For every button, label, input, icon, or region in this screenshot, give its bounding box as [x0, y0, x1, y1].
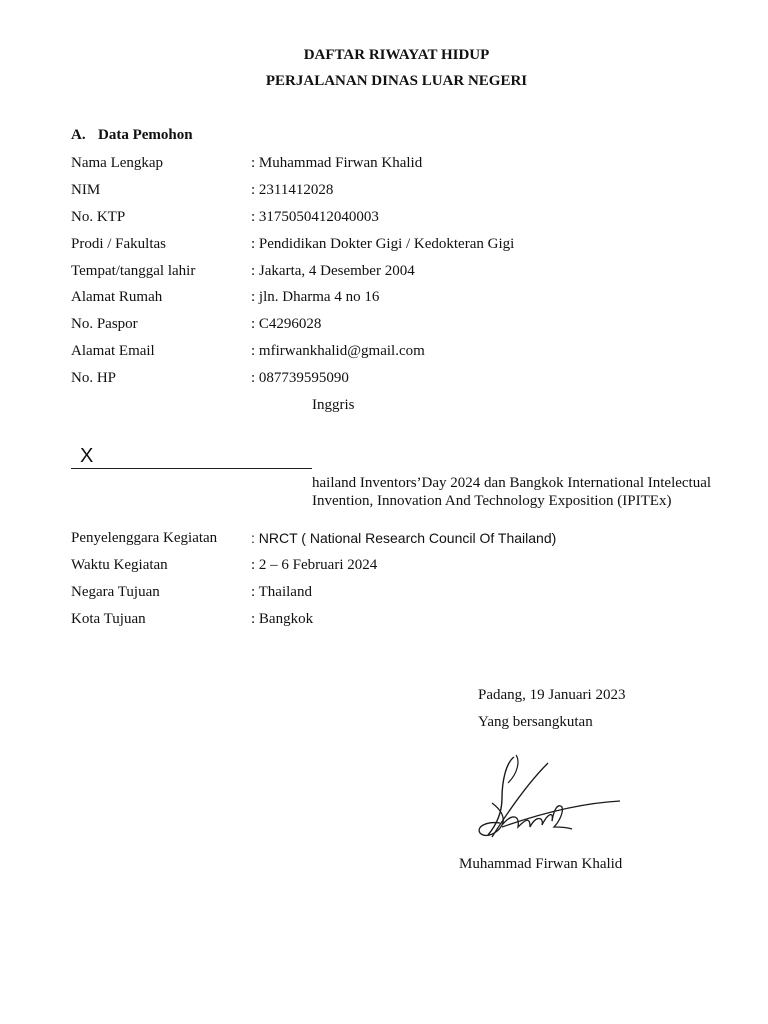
field-value: : NRCT ( National Research Council Of Thailand) [251, 530, 557, 546]
section-a-heading [71, 127, 193, 144]
overlay-underline [71, 468, 312, 469]
field-value: : 2 – 6 Februari 2024 [251, 557, 378, 573]
section-title: Data Pemohon [98, 127, 193, 143]
field-label: No. Paspor [71, 316, 138, 332]
field-value: : mfirwankhalid@gmail.com [251, 343, 425, 359]
field-value: : 2311412028 [251, 182, 334, 198]
field-label: Penyelenggara Kegiatan [71, 530, 218, 546]
field-value: : Thailand [251, 584, 312, 600]
field-value: : 087739595090 [251, 370, 349, 386]
field-value: : Bangkok [251, 611, 314, 627]
handwritten-signature [472, 743, 632, 843]
field-label: No. HP [71, 370, 117, 386]
field-label: Kota Tujuan [71, 611, 146, 627]
kegiatan-line-2: Invention, Innovation And Technology Exposition (IPITEx) [312, 493, 672, 509]
signature-name: Muhammad Firwan Khalid [459, 856, 623, 872]
field-label: Negara Tujuan [71, 584, 160, 600]
signature-place-date: Padang, 19 Januari 2023 [478, 687, 626, 703]
kegiatan-line-1: hailand Inventors’Day 2024 dan Bangkok International Intelectual [312, 475, 712, 491]
field-value: : C4296028 [251, 316, 322, 332]
field-label: Prodi / Fakultas [71, 236, 167, 252]
field-value: : Pendidikan Dokter Gigi / Kedokteran Gigi [251, 236, 515, 252]
section-number: A. [71, 127, 86, 143]
field-value: Inggris [312, 397, 355, 413]
field-value: : Muhammad Firwan Khalid [251, 155, 423, 171]
field-label: Alamat Rumah [71, 289, 163, 305]
overlay-panel [0, 412, 312, 512]
field-label: No. KTP [71, 209, 126, 225]
title-line-2: PERJALANAN DINAS LUAR NEGERI [265, 73, 528, 89]
field-label: Waktu Kegiatan [71, 557, 168, 573]
kegiatan-name [312, 474, 711, 510]
field-label: Alamat Email [71, 343, 155, 359]
field-label: Tempat/tanggal lahir [71, 263, 196, 279]
field-value: : Jakarta, 4 Desember 2004 [251, 263, 415, 279]
title-line-1: DAFTAR RIWAYAT HIDUP [303, 47, 490, 63]
field-value: : 3175050412040003 [251, 209, 379, 225]
field-value: : jln. Dharma 4 no 16 [251, 289, 380, 305]
close-mark[interactable]: X [80, 445, 94, 467]
signature-role: Yang bersangkutan [478, 714, 593, 730]
field-label: NIM [71, 182, 101, 198]
field-label: Nama Lengkap [71, 155, 164, 171]
